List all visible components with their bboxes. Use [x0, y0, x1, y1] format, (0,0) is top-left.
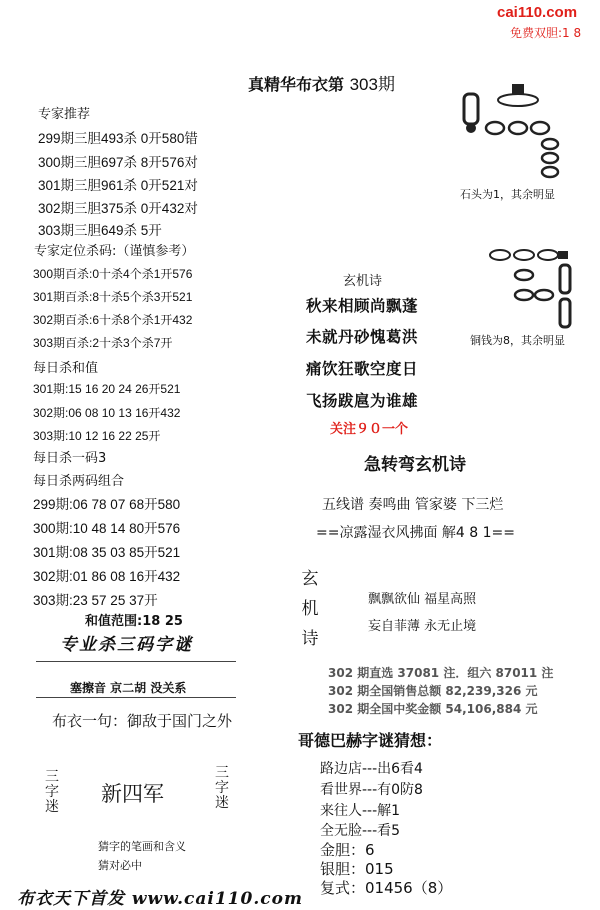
expert-heading: 专家推荐 [38, 107, 91, 122]
abacus-icon [460, 82, 570, 182]
godel-item: 银胆：015 [320, 860, 394, 878]
godel-item: 路边店---出6看4 [320, 761, 423, 777]
turn-poem-heading: 急转弯玄机诗 [364, 455, 466, 475]
kill-one-code: 每日杀一码3 [33, 451, 107, 466]
godel-item: 全无脸---看5 [320, 823, 401, 839]
abacus2-caption: 铜钱为8，其余明显 [470, 334, 565, 347]
divider [36, 661, 236, 662]
expert-item: 302期三胆375杀 0开432对 [38, 201, 198, 216]
sales-line: 302 期全国销售总额 82,239,326 元 [328, 684, 538, 698]
expert-item: 300期三胆697杀 8开576对 [38, 155, 198, 170]
position-kill-item: 303期百杀:2十杀3个杀7开 [33, 336, 173, 350]
turn-poem-line: ==凉露湿衣风拂面 解4 8 1== [316, 525, 515, 541]
two-code-item: 303期:23 57 25 37开 [33, 593, 158, 608]
abacus1-caption: 石头为1，其余明显 [460, 188, 555, 201]
riddle-hint: 猜对必中 [98, 859, 142, 872]
follow-note: 关注９０一个 [330, 422, 409, 437]
xuanji-line: 飘飘欲仙 福星高照 [368, 592, 477, 607]
title-main: 真精华布衣第 [248, 75, 345, 94]
sum-kill-heading: 每日杀和值 [33, 361, 99, 376]
godel-item: 复式：01456（8） [320, 879, 453, 897]
poem-title: 玄机诗 [343, 274, 383, 289]
expert-item: 301期三胆961杀 0开521对 [38, 178, 198, 193]
two-code-item: 302期:01 86 08 16开432 [33, 569, 181, 584]
riddle-left-label: 三字迷 [45, 769, 59, 815]
sales-line: 302 期全国中奖金额 54,106,884 元 [328, 702, 538, 716]
position-kill-heading: 专家定位杀码:（谨慎参考） [34, 244, 195, 259]
buyi-sentence: 布衣一句：御敌于国门之外 [52, 712, 233, 730]
xuanji-label: 玄机诗 [301, 569, 319, 649]
poem-line: 秋来相顾尚飘蓬 [306, 297, 419, 315]
two-code-item: 300期:10 48 14 80开576 [33, 521, 181, 536]
expert-item: 299期三胆493杀 0开580错 [38, 131, 198, 146]
godel-item: 金胆：6 [320, 841, 375, 859]
two-code-item: 301期:08 35 03 85开521 [33, 545, 181, 560]
site-logo-text: cai110.com [497, 4, 578, 21]
divider [36, 697, 236, 698]
sum-kill-item: 303期:10 12 16 22 25开 [33, 429, 161, 443]
riddle-right-label: 三字迷 [215, 765, 229, 811]
three-code-riddle-title: 专业杀三码字谜 [60, 635, 193, 655]
footer-banner: 布衣天下首发 www.cai110.com [17, 889, 303, 909]
godel-item: 来往人---解1 [320, 803, 401, 819]
poem-line: 痛饮狂歌空度日 [306, 360, 419, 378]
sum-kill-item: 302期:06 08 10 13 16开432 [33, 406, 181, 420]
sum-range: 和值范围:18 25 [85, 614, 183, 629]
sales-line: 302 期直选 37081 注．组六 87011 注 [328, 666, 554, 680]
poem-line: 飞扬跋扈为谁雄 [306, 392, 419, 410]
poem-line: 未就丹砂愧葛洪 [306, 328, 419, 346]
two-code-item: 299期:06 78 07 68开580 [33, 497, 181, 512]
position-kill-item: 300期百杀:0十杀4个杀1开576 [33, 267, 193, 281]
free-double-text: 免费双胆:1 8 [510, 26, 582, 40]
riddle-answer: 新四军 [101, 782, 164, 806]
title-issue: 303期 [349, 75, 395, 94]
godel-item: 看世界---有0防8 [320, 782, 423, 798]
position-kill-item: 302期百杀:6十杀8个杀1开432 [33, 313, 193, 327]
expert-item: 303期三胆649杀 5开 [38, 223, 162, 238]
position-kill-item: 301期百杀:8十杀5个杀3开521 [33, 290, 193, 304]
turn-poem-line: 五线谱 奏鸣曲 管家婆 下三烂 [322, 497, 504, 513]
sum-kill-item: 301期:15 16 20 24 26开521 [33, 382, 181, 396]
xuanji-line: 妄自菲薄 永无止境 [368, 619, 477, 634]
two-code-heading: 每日杀两码组合 [33, 474, 125, 489]
godel-heading: 哥德巴赫字谜猜想： [298, 731, 443, 750]
side-note: 塞擦音 京二胡 没关系 [70, 681, 187, 695]
riddle-hint: 猜字的笔画和含义 [98, 840, 186, 853]
coins-icon [482, 245, 577, 330]
page-title [248, 70, 395, 95]
